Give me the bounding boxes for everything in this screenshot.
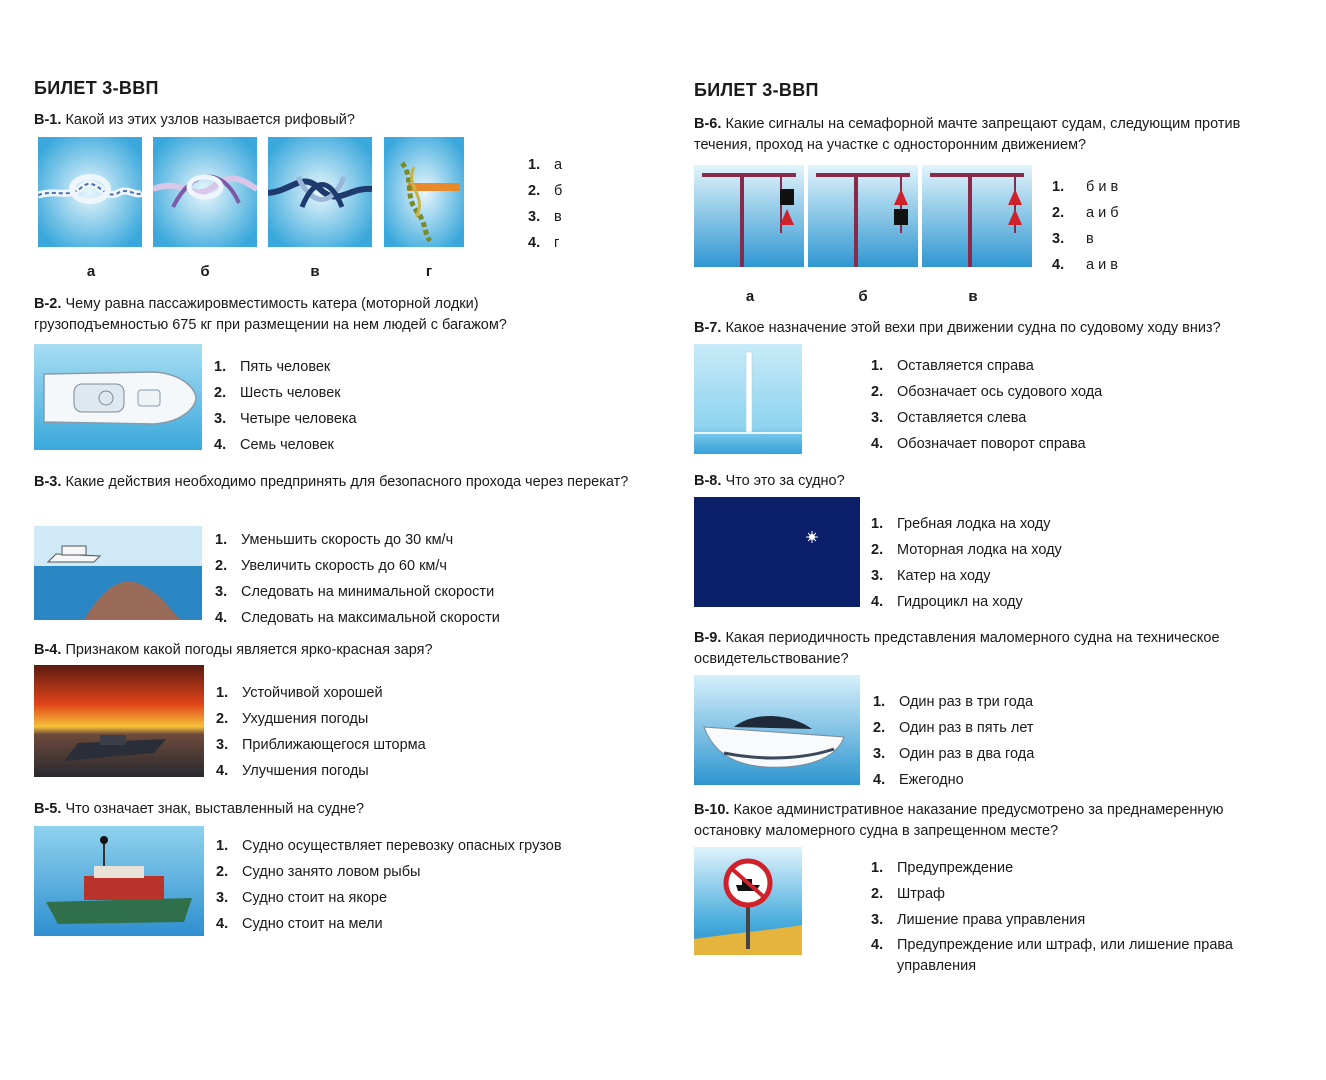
option-number: 2.: [528, 183, 541, 199]
option-number: 3.: [873, 746, 886, 762]
option-text: Один раз в пять лет: [899, 720, 1034, 736]
knot-label-a: а: [86, 263, 96, 280]
question-number: В-5.: [34, 801, 62, 817]
option[interactable]: [873, 741, 1034, 767]
option[interactable]: [871, 933, 1291, 977]
option-number: 4.: [214, 437, 227, 453]
question-b9: [694, 628, 1294, 670]
option-text: Гидроцикл на ходу: [897, 594, 1023, 610]
semaphore-image-a: [694, 165, 804, 267]
option-number: 3.: [216, 737, 229, 753]
question-number: В-3.: [34, 474, 62, 490]
option-number: 1.: [214, 359, 227, 375]
question-number: В-7.: [694, 320, 722, 336]
option-text: Семь человек: [240, 437, 334, 453]
ticket-title-left: БИЛЕТ 3-ВВП: [34, 78, 159, 98]
option-number: 1.: [871, 358, 884, 374]
option-number: 4.: [871, 594, 884, 610]
question-text: Какая периодичность представления маломерного судна на техническое освидетельствование?: [694, 630, 1220, 667]
option[interactable]: [216, 732, 426, 758]
option[interactable]: [871, 431, 1102, 457]
question-text: Что означает знак, выставленный на судне?: [65, 801, 365, 817]
question-text: Какие сигналы на семафорной мачте запрещают судам, следующим против течения, проход на участке с односторонним движением?: [694, 116, 1241, 153]
option-number: 3.: [214, 411, 227, 427]
option-text: Лишение права управления: [897, 912, 1086, 928]
option-number: 3.: [871, 410, 884, 426]
option-number: 4.: [216, 763, 229, 779]
question-text: Чему равна пассажировместимость катера (моторной лодки) грузоподъемностью 675 кг при размещении на нем людей с багажом?: [34, 296, 507, 333]
option[interactable]: [871, 589, 1062, 615]
option[interactable]: [528, 204, 562, 230]
option[interactable]: [528, 178, 562, 204]
semaphore-label-v: в: [968, 288, 978, 305]
options-b2: [214, 354, 357, 458]
option[interactable]: [215, 605, 500, 631]
knot-label-g: г: [425, 263, 433, 280]
question-number: В-6.: [694, 116, 722, 132]
option-number: 2.: [1052, 205, 1065, 221]
option-number: 4.: [216, 916, 229, 932]
option-text: Судно стоит на мели: [242, 916, 383, 932]
option-text: Судно стоит на якоре: [242, 890, 388, 906]
question-number: В-9.: [694, 630, 722, 646]
option[interactable]: [214, 380, 357, 406]
option-text: Обозначает ось судового хода: [897, 384, 1103, 400]
question-b2: [34, 294, 574, 336]
option-text: Один раз в три года: [899, 694, 1034, 710]
question-text: Признаком какой погоды является ярко-красная заря?: [65, 642, 433, 658]
option-number: 2.: [871, 542, 884, 558]
option-text: Улучшения погоды: [242, 763, 369, 779]
option-text: Оставляется справа: [897, 358, 1034, 374]
option[interactable]: [216, 706, 426, 732]
option-number: 1.: [528, 157, 541, 173]
question-number: В-10.: [694, 802, 730, 818]
option-text: б: [554, 183, 563, 199]
option[interactable]: [216, 885, 562, 911]
option[interactable]: [216, 911, 562, 937]
option-number: 3.: [216, 890, 229, 906]
knot-image-a: [38, 137, 142, 247]
option-number: 3.: [1052, 231, 1065, 247]
question-b8: [694, 471, 1294, 492]
option-number: 3.: [871, 912, 884, 928]
semaphore-image-v: [922, 165, 1032, 267]
option-number: 1.: [871, 860, 884, 876]
option-number: 3.: [871, 568, 884, 584]
option-number: 2.: [215, 558, 228, 574]
option[interactable]: [1052, 174, 1119, 200]
option-number: 4.: [871, 436, 884, 452]
option-text: Судно занято ловом рыбы: [242, 864, 421, 880]
option-text: Устойчивой хорошей: [242, 685, 383, 701]
question-number: В-1.: [34, 112, 62, 128]
options-b3: [215, 527, 500, 631]
semaphore-label-a: а: [745, 288, 755, 305]
option-text: Предупреждение или штраф, или лишение права управления: [897, 937, 1233, 974]
option[interactable]: [871, 537, 1062, 563]
knot-image-b: [153, 137, 257, 247]
options-b8: [871, 511, 1062, 615]
question-b6: [694, 114, 1294, 156]
option-text: Уменьшить скорость до 30 км/ч: [241, 532, 454, 548]
option-text: в: [1086, 231, 1094, 247]
option-number: 1.: [215, 532, 228, 548]
options-b10: [871, 855, 1291, 977]
ticket-title-right: БИЛЕТ 3-ВВП: [694, 80, 819, 100]
option-number: 2.: [873, 720, 886, 736]
motorboat-image: [694, 675, 860, 785]
option-text: Шесть человек: [240, 385, 341, 401]
options-b7: [871, 353, 1102, 457]
option[interactable]: [214, 354, 357, 380]
option-number: 4.: [215, 610, 228, 626]
question-b5: [34, 799, 634, 820]
fishing-vessel-image: [34, 826, 204, 936]
no-stopping-sign-image: [694, 847, 802, 955]
option-number: 2.: [871, 886, 884, 902]
option-text: Приближающегося шторма: [242, 737, 426, 753]
option-text: Один раз в два года: [899, 746, 1035, 762]
question-number: В-2.: [34, 296, 62, 312]
option[interactable]: [215, 527, 500, 553]
red-sunset-image: [34, 665, 204, 777]
option[interactable]: [216, 833, 562, 859]
options-b4: [216, 680, 426, 784]
option[interactable]: [871, 907, 1291, 933]
knot-image-v: [268, 137, 372, 247]
night-light-image: [694, 497, 860, 607]
option-text: б и в: [1086, 179, 1119, 195]
option[interactable]: [216, 758, 426, 784]
question-text: Какие действия необходимо предпринять для безопасного прохода через перекат?: [65, 474, 629, 490]
option[interactable]: [871, 511, 1062, 537]
question-text: Что это за судно?: [725, 473, 845, 489]
option[interactable]: [216, 680, 426, 706]
semaphore-label-b: б: [858, 288, 868, 305]
option[interactable]: [871, 379, 1102, 405]
question-b3: [34, 472, 634, 493]
option-number: 1.: [216, 685, 229, 701]
option-text: Четыре человека: [240, 411, 357, 427]
option[interactable]: [873, 715, 1034, 741]
question-b1: [34, 110, 634, 131]
question-number: В-4.: [34, 642, 62, 658]
option-text: Предупреждение: [897, 860, 1014, 876]
options-b9: [873, 689, 1034, 793]
option-text: Моторная лодка на ходу: [897, 542, 1062, 558]
options-b6: [1052, 174, 1119, 278]
option[interactable]: [871, 881, 1291, 907]
option-text: а: [554, 157, 563, 173]
option-number: 3.: [215, 584, 228, 600]
question-text: Какое административное наказание предусмотрено за преднамеренную остановку маломерного судна в запрещенном месте?: [694, 802, 1224, 839]
option-number: 4.: [1052, 257, 1065, 273]
options-b5: [216, 833, 562, 937]
options-b1: [528, 152, 562, 256]
option-number: 1.: [216, 838, 229, 854]
stake-marker-image: [694, 344, 802, 454]
knot-label-b: б: [200, 263, 210, 280]
question-b10: [694, 800, 1294, 842]
option-text: в: [554, 209, 562, 225]
option-text: Следовать на минимальной скорости: [241, 584, 495, 600]
option[interactable]: [873, 689, 1034, 715]
option-text: Пять человек: [240, 359, 331, 375]
option[interactable]: [871, 353, 1102, 379]
option[interactable]: [1052, 226, 1119, 252]
option[interactable]: [214, 406, 357, 432]
knot-label-v: в: [310, 263, 320, 280]
question-b7: [694, 318, 1314, 339]
question-text: Какой из этих узлов называется рифовый?: [65, 112, 355, 128]
option-text: Ежегодно: [899, 772, 964, 788]
rapids-image: [34, 526, 202, 620]
option-number: 1.: [1052, 179, 1065, 195]
option-number: 2.: [214, 385, 227, 401]
option-number: 1.: [871, 516, 884, 532]
option[interactable]: [215, 553, 500, 579]
option[interactable]: [871, 405, 1102, 431]
option[interactable]: [873, 767, 1034, 793]
option-text: а и в: [1086, 257, 1118, 273]
option[interactable]: [214, 432, 357, 458]
question-text: Какое назначение этой вехи при движении судна по судовому ходу вниз?: [725, 320, 1221, 336]
option-text: Следовать на максимальной скорости: [241, 610, 500, 626]
option[interactable]: [1052, 200, 1119, 226]
option-text: Катер на ходу: [897, 568, 991, 584]
option[interactable]: [1052, 252, 1119, 278]
option[interactable]: [528, 230, 562, 256]
option-text: Обозначает поворот справа: [897, 436, 1086, 452]
option-text: г: [554, 235, 560, 251]
option-number: 4.: [871, 937, 884, 953]
option-number: 2.: [216, 864, 229, 880]
option-text: Ухудшения погоды: [242, 711, 369, 727]
boat-topview-image: [34, 344, 202, 450]
option-text: Гребная лодка на ходу: [897, 516, 1051, 532]
option[interactable]: [215, 579, 500, 605]
option[interactable]: [528, 152, 562, 178]
question-b4: [34, 640, 634, 661]
knot-image-g: [384, 137, 464, 247]
option-number: 2.: [216, 711, 229, 727]
option[interactable]: [871, 855, 1291, 881]
option-number: 4.: [873, 772, 886, 788]
option-number: 4.: [528, 235, 541, 251]
option-number: 3.: [528, 209, 541, 225]
option-text: Штраф: [897, 886, 945, 902]
option-number: 1.: [873, 694, 886, 710]
semaphore-image-b: [808, 165, 918, 267]
option[interactable]: [216, 859, 562, 885]
option[interactable]: [871, 563, 1062, 589]
option-text: Увеличить скорость до 60 км/ч: [241, 558, 447, 574]
option-text: Оставляется слева: [897, 410, 1027, 426]
question-number: В-8.: [694, 473, 722, 489]
option-number: 2.: [871, 384, 884, 400]
option-text: Судно осуществляет перевозку опасных грузов: [242, 838, 562, 854]
option-text: а и б: [1086, 205, 1119, 221]
